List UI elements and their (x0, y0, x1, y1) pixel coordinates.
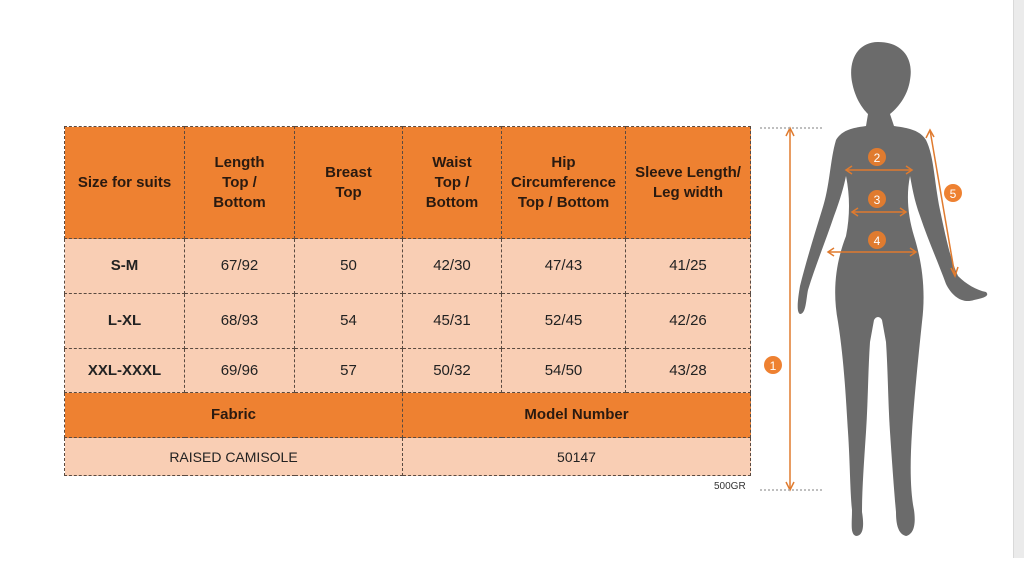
size-chart-table (64, 126, 751, 476)
waist-cell: 42/30 (403, 239, 502, 294)
size-cell: L-XL (65, 294, 185, 349)
header-size: Size for suits (65, 127, 185, 239)
sleeve-cell: 41/25 (626, 239, 751, 294)
breast-cell: 57 (295, 349, 403, 393)
waist-cell: 45/31 (403, 294, 502, 349)
header-sleeve: Sleeve Length/ Leg width (626, 127, 751, 239)
marker-1-icon (764, 356, 782, 374)
table-row (65, 294, 751, 349)
header-length: Length Top / Bottom (185, 127, 295, 239)
marker-3-icon (868, 190, 886, 208)
marker-5-icon (944, 184, 962, 202)
svg-text:5: 5 (949, 187, 957, 201)
size-cell: S-M (65, 239, 185, 294)
header-breast: Breast Top (295, 127, 403, 239)
marker-2-icon (868, 148, 886, 166)
breast-cell: 54 (295, 294, 403, 349)
marker-4-icon (868, 231, 886, 249)
svg-text:1: 1 (769, 359, 777, 373)
table-row (65, 349, 751, 393)
fabric-value: RAISED CAMISOLE (65, 438, 403, 476)
svg-text:2: 2 (873, 151, 881, 165)
body-measurement-figure (760, 0, 1013, 558)
table-row (65, 239, 751, 294)
fabric-label: Fabric (65, 393, 403, 438)
fabric-model-value-row (65, 438, 751, 476)
header-row (65, 127, 751, 239)
header-hip: Hip Circumference Top / Bottom (502, 127, 626, 239)
svg-text:3: 3 (873, 193, 881, 207)
waist-cell: 50/32 (403, 349, 502, 393)
model-number-label: Model Number (403, 393, 751, 438)
sleeve-cell: 43/28 (626, 349, 751, 393)
hip-cell: 47/43 (502, 239, 626, 294)
height-measure-line (760, 128, 822, 490)
weight-note: 500GR (714, 481, 746, 492)
scrollbar-track[interactable] (1013, 0, 1024, 558)
body-silhouette-icon (798, 42, 988, 536)
header-waist: Waist Top / Bottom (403, 127, 502, 239)
hip-cell: 52/45 (502, 294, 626, 349)
length-cell: 67/92 (185, 239, 295, 294)
model-number-value: 50147 (403, 438, 751, 476)
length-cell: 68/93 (185, 294, 295, 349)
svg-text:4: 4 (873, 234, 881, 248)
breast-cell: 50 (295, 239, 403, 294)
hip-cell: 54/50 (502, 349, 626, 393)
length-cell: 69/96 (185, 349, 295, 393)
fabric-model-header-row (65, 393, 751, 438)
sleeve-cell: 42/26 (626, 294, 751, 349)
size-cell: XXL-XXXL (65, 349, 185, 393)
